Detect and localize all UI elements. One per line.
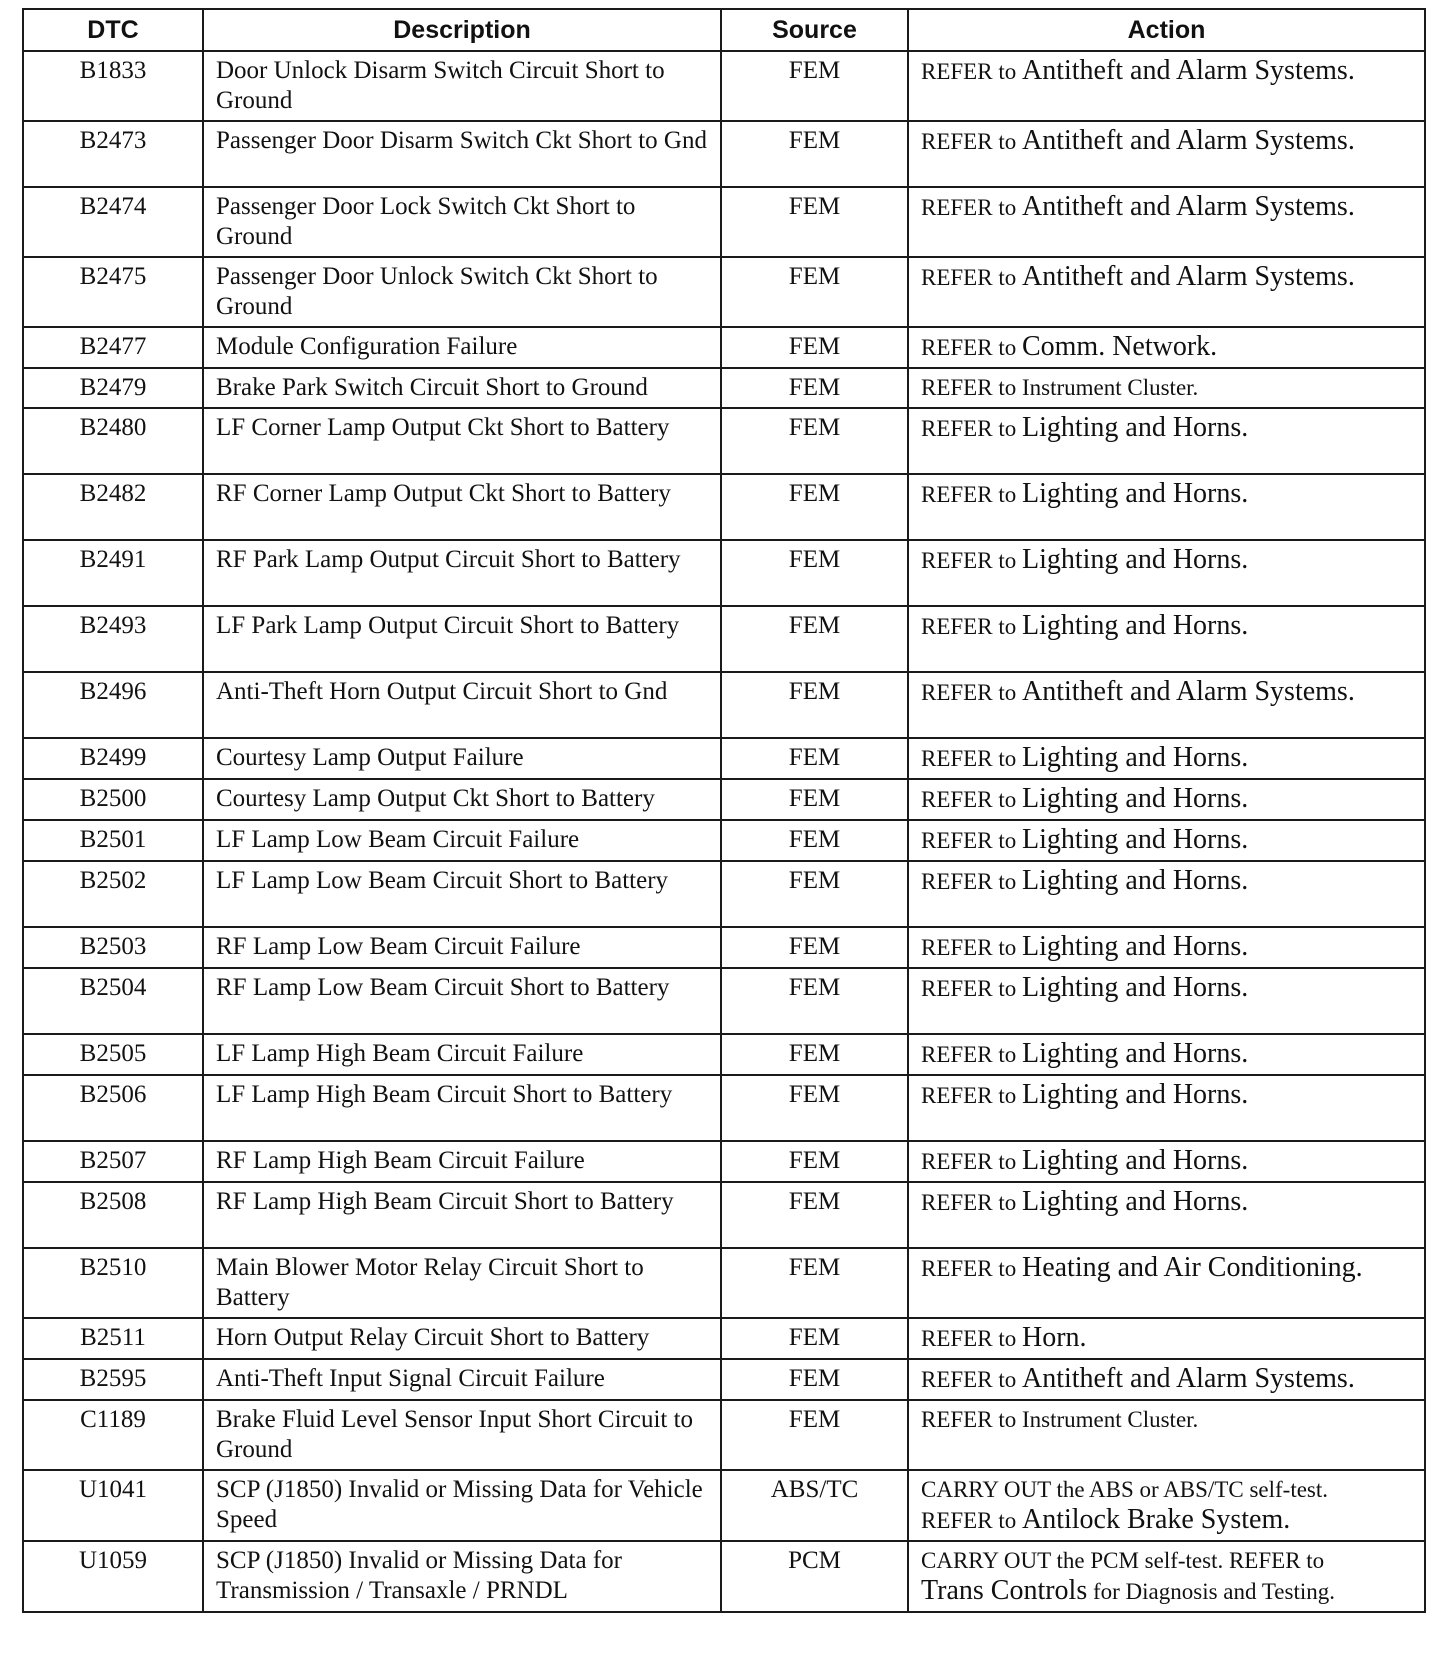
dtc-code: B1833: [23, 51, 203, 121]
dtc-code: B2511: [23, 1318, 203, 1359]
action-reference-section: Antitheft and Alarm Systems.: [1021, 55, 1355, 86]
action-reference-section: Antitheft and Alarm Systems.: [1021, 125, 1355, 156]
dtc-action: [908, 606, 1425, 672]
dtc-code: B2480: [23, 408, 203, 474]
action-reference-section: Lighting and Horns.: [1021, 1145, 1249, 1176]
dtc-code: B2510: [23, 1248, 203, 1318]
dtc-source: FEM: [721, 1141, 908, 1182]
dtc-description: Door Unlock Disarm Switch Circuit Short to Ground: [203, 51, 721, 121]
dtc-source: FEM: [721, 1034, 908, 1075]
dtc-code: B2506: [23, 1075, 203, 1141]
table-row: [23, 1248, 1425, 1318]
dtc-description: LF Lamp High Beam Circuit Failure: [203, 1034, 721, 1075]
action-reference-section: Lighting and Horns.: [1021, 824, 1249, 855]
header-row: [23, 9, 1425, 51]
dtc-description: RF Lamp Low Beam Circuit Short to Battery: [203, 968, 721, 1034]
dtc-source: FEM: [721, 927, 908, 968]
dtc-code: B2499: [23, 738, 203, 779]
action-line: [921, 1146, 1420, 1177]
action-line: [921, 332, 1420, 363]
table-row: [23, 672, 1425, 738]
dtc-description: Courtesy Lamp Output Ckt Short to Battery: [203, 779, 721, 820]
dtc-code: B2475: [23, 257, 203, 327]
dtc-source: FEM: [721, 861, 908, 927]
action-reference-section: Lighting and Horns.: [1021, 742, 1249, 773]
dtc-action: [908, 187, 1425, 257]
dtc-source: FEM: [721, 121, 908, 187]
table-row: [23, 327, 1425, 368]
dtc-action: [908, 1470, 1425, 1541]
action-reference-section: Antitheft and Alarm Systems.: [1021, 261, 1355, 292]
action-line: [921, 373, 1420, 403]
table-row: [23, 1075, 1425, 1141]
action-instruction: REFER to: [921, 614, 1022, 639]
dtc-action: [908, 257, 1425, 327]
table-row: [23, 1541, 1425, 1612]
action-reference-section: Lighting and Horns.: [1021, 865, 1249, 896]
dtc-action: [908, 1248, 1425, 1318]
action-instruction: REFER to: [921, 335, 1022, 360]
table-row: [23, 1182, 1425, 1248]
dtc-description: LF Lamp Low Beam Circuit Short to Battery: [203, 861, 721, 927]
action-reference-section: Lighting and Horns.: [1021, 1186, 1249, 1217]
action-line: [921, 973, 1420, 1004]
table-row: [23, 1318, 1425, 1359]
dtc-action: [908, 540, 1425, 606]
dtc-description: Brake Park Switch Circuit Short to Ground: [203, 368, 721, 408]
dtc-source: FEM: [721, 1318, 908, 1359]
action-line: [921, 1080, 1420, 1111]
table-row: [23, 540, 1425, 606]
dtc-code: B2505: [23, 1034, 203, 1075]
dtc-description: SCP (J1850) Invalid or Missing Data for Vehicle Speed: [203, 1470, 721, 1541]
dtc-action: [908, 1359, 1425, 1400]
action-line: [921, 866, 1420, 897]
dtc-action: [908, 779, 1425, 820]
dtc-code: B2507: [23, 1141, 203, 1182]
action-reference-section: Lighting and Horns.: [1021, 412, 1249, 443]
action-reference-section: Antitheft and Alarm Systems.: [1021, 676, 1355, 707]
action-line: [921, 192, 1420, 223]
dtc-code: B2501: [23, 820, 203, 861]
dtc-action: [908, 1541, 1425, 1612]
table-header: [23, 9, 1425, 51]
action-line: [921, 1323, 1420, 1354]
action-instruction: REFER to: [921, 787, 1022, 812]
dtc-source: FEM: [721, 968, 908, 1034]
action-instruction: REFER to: [921, 935, 1022, 960]
header-dtc: DTC: [23, 9, 203, 51]
action-instruction: REFER to: [921, 548, 1022, 573]
dtc-code: U1059: [23, 1541, 203, 1612]
dtc-description: LF Lamp High Beam Circuit Short to Battery: [203, 1075, 721, 1141]
action-reference-section: Horn.: [1021, 1322, 1087, 1353]
dtc-source: FEM: [721, 51, 908, 121]
dtc-code: B2496: [23, 672, 203, 738]
dtc-description: LF Corner Lamp Output Ckt Short to Battery: [203, 408, 721, 474]
action-reference-section: Lighting and Horns.: [1021, 972, 1249, 1003]
action-line: [921, 677, 1420, 708]
dtc-code: C1189: [23, 1400, 203, 1470]
action-instruction: REFER to: [921, 1256, 1022, 1281]
dtc-description: LF Park Lamp Output Circuit Short to Battery: [203, 606, 721, 672]
action-suffix: for Diagnosis and Testing.: [1087, 1579, 1335, 1604]
action-line: [921, 743, 1420, 774]
dtc-description: LF Lamp Low Beam Circuit Failure: [203, 820, 721, 861]
action-reference-section: Antitheft and Alarm Systems.: [1021, 191, 1355, 222]
table-row: [23, 968, 1425, 1034]
action-line: [921, 932, 1420, 963]
action-instruction: REFER to: [921, 416, 1022, 441]
action-line: [921, 1364, 1420, 1395]
table-row: [23, 1400, 1425, 1470]
dtc-action: [908, 1318, 1425, 1359]
dtc-code: B2502: [23, 861, 203, 927]
action-reference-section: Comm. Network.: [1021, 331, 1218, 362]
dtc-action: [908, 1075, 1425, 1141]
action-instruction: REFER to: [921, 1190, 1022, 1215]
dtc-action: [908, 327, 1425, 368]
dtc-source: ABS/TC: [721, 1470, 908, 1541]
dtc-source: FEM: [721, 738, 908, 779]
table-row: [23, 368, 1425, 408]
action-reference-section: Lighting and Horns.: [1021, 478, 1249, 509]
dtc-source: PCM: [721, 1541, 908, 1612]
dtc-code: B2473: [23, 121, 203, 187]
dtc-source: FEM: [721, 474, 908, 540]
dtc-description: RF Lamp High Beam Circuit Short to Battery: [203, 1182, 721, 1248]
action-reference-section: Antitheft and Alarm Systems.: [1021, 1363, 1355, 1394]
dtc-code: B2479: [23, 368, 203, 408]
action-reference-section: Antilock Brake System.: [1021, 1504, 1291, 1535]
dtc-source: FEM: [721, 368, 908, 408]
dtc-source: FEM: [721, 187, 908, 257]
action-line: [921, 479, 1420, 510]
dtc-source: FEM: [721, 779, 908, 820]
table-body: [23, 51, 1425, 1612]
dtc-code: B2500: [23, 779, 203, 820]
dtc-description: Horn Output Relay Circuit Short to Battery: [203, 1318, 721, 1359]
dtc-description: Main Blower Motor Relay Circuit Short to Battery: [203, 1248, 721, 1318]
dtc-code: B2595: [23, 1359, 203, 1400]
dtc-code: B2504: [23, 968, 203, 1034]
action-instruction: REFER to: [921, 1326, 1022, 1351]
table-row: [23, 779, 1425, 820]
action-reference-section: Heating and Air Conditioning.: [1021, 1252, 1363, 1283]
dtc-source: FEM: [721, 408, 908, 474]
dtc-source: FEM: [721, 1400, 908, 1470]
action-line: [921, 262, 1420, 293]
table-row: [23, 474, 1425, 540]
action-line: [921, 825, 1420, 856]
action-instruction: REFER to: [921, 828, 1022, 853]
dtc-description: Passenger Door Unlock Switch Ckt Short to Ground: [203, 257, 721, 327]
dtc-description: RF Lamp High Beam Circuit Failure: [203, 1141, 721, 1182]
dtc-description: Brake Fluid Level Sensor Input Short Circuit to Ground: [203, 1400, 721, 1470]
action-instruction: REFER to: [921, 59, 1022, 84]
action-reference-section: Instrument Cluster.: [1021, 375, 1199, 400]
action-line: [921, 413, 1420, 444]
dtc-action: [908, 672, 1425, 738]
dtc-table: [22, 8, 1426, 1613]
table-row: [23, 861, 1425, 927]
dtc-source: FEM: [721, 1075, 908, 1141]
table-row: [23, 1470, 1425, 1541]
dtc-code: B2474: [23, 187, 203, 257]
dtc-source: FEM: [721, 327, 908, 368]
table-row: [23, 738, 1425, 779]
table-row: [23, 1359, 1425, 1400]
action-instruction: REFER to: [921, 375, 1022, 400]
action-line: [921, 1475, 1420, 1505]
action-instruction: REFER to: [921, 1367, 1022, 1392]
action-line: [921, 545, 1420, 576]
action-instruction: REFER to: [921, 1149, 1022, 1174]
dtc-source: FEM: [721, 1359, 908, 1400]
dtc-description: SCP (J1850) Invalid or Missing Data for Transmission / Transaxle / PRNDL: [203, 1541, 721, 1612]
dtc-code: B2477: [23, 327, 203, 368]
action-reference-section: Lighting and Horns.: [1021, 1038, 1249, 1069]
action-instruction: REFER to: [921, 1042, 1022, 1067]
dtc-description: Anti-Theft Input Signal Circuit Failure: [203, 1359, 721, 1400]
dtc-description: RF Park Lamp Output Circuit Short to Battery: [203, 540, 721, 606]
action-instruction: REFER to: [921, 129, 1022, 154]
dtc-description: RF Lamp Low Beam Circuit Failure: [203, 927, 721, 968]
action-instruction: CARRY OUT the PCM self-test. REFER to: [921, 1548, 1325, 1573]
dtc-source: FEM: [721, 672, 908, 738]
table-row: [23, 1034, 1425, 1075]
action-line: [921, 1039, 1420, 1070]
action-instruction: REFER to: [921, 1508, 1022, 1533]
dtc-action: [908, 861, 1425, 927]
action-reference-section: Trans Controls: [921, 1575, 1088, 1606]
dtc-source: FEM: [721, 540, 908, 606]
table-row: [23, 257, 1425, 327]
action-instruction: REFER to: [921, 195, 1022, 220]
dtc-action: [908, 1141, 1425, 1182]
dtc-source: FEM: [721, 820, 908, 861]
dtc-description: Courtesy Lamp Output Failure: [203, 738, 721, 779]
dtc-description: Module Configuration Failure: [203, 327, 721, 368]
dtc-action: [908, 927, 1425, 968]
dtc-source: FEM: [721, 1182, 908, 1248]
action-line: [921, 1576, 1420, 1607]
action-instruction: REFER to: [921, 746, 1022, 771]
table-row: [23, 1141, 1425, 1182]
dtc-source: FEM: [721, 1248, 908, 1318]
dtc-action: [908, 968, 1425, 1034]
dtc-code: B2493: [23, 606, 203, 672]
dtc-action: [908, 820, 1425, 861]
action-line: [921, 56, 1420, 87]
action-reference-section: Lighting and Horns.: [1021, 783, 1249, 814]
action-instruction: REFER to: [921, 1407, 1022, 1432]
dtc-code: B2503: [23, 927, 203, 968]
table-row: [23, 121, 1425, 187]
action-reference-section: Instrument Cluster.: [1021, 1407, 1199, 1432]
action-line: [921, 611, 1420, 642]
dtc-code: U1041: [23, 1470, 203, 1541]
action-instruction: REFER to: [921, 265, 1022, 290]
dtc-description: Passenger Door Disarm Switch Ckt Short to Gnd: [203, 121, 721, 187]
dtc-action: [908, 1182, 1425, 1248]
action-line: [921, 1405, 1420, 1435]
action-reference-section: Lighting and Horns.: [1021, 931, 1249, 962]
action-reference-section: Lighting and Horns.: [1021, 1079, 1249, 1110]
dtc-description: Anti-Theft Horn Output Circuit Short to Gnd: [203, 672, 721, 738]
action-reference-section: Lighting and Horns.: [1021, 544, 1249, 575]
header-description: Description: [203, 9, 721, 51]
action-instruction: REFER to: [921, 680, 1022, 705]
action-line: [921, 1253, 1420, 1284]
dtc-description: Passenger Door Lock Switch Ckt Short to Ground: [203, 187, 721, 257]
action-line: [921, 1546, 1420, 1576]
table-row: [23, 408, 1425, 474]
table-row: [23, 820, 1425, 861]
dtc-action: [908, 408, 1425, 474]
dtc-action: [908, 1400, 1425, 1470]
action-line: [921, 1187, 1420, 1218]
dtc-source: FEM: [721, 257, 908, 327]
table-row: [23, 51, 1425, 121]
action-instruction: REFER to: [921, 1083, 1022, 1108]
dtc-action: [908, 1034, 1425, 1075]
dtc-description: RF Corner Lamp Output Ckt Short to Battery: [203, 474, 721, 540]
action-line: [921, 126, 1420, 157]
action-reference-section: Lighting and Horns.: [1021, 610, 1249, 641]
action-instruction: REFER to: [921, 869, 1022, 894]
action-line: [921, 784, 1420, 815]
dtc-code: B2508: [23, 1182, 203, 1248]
dtc-action: [908, 121, 1425, 187]
table-row: [23, 187, 1425, 257]
action-line: [921, 1505, 1420, 1536]
dtc-code: B2482: [23, 474, 203, 540]
header-action: Action: [908, 9, 1425, 51]
dtc-action: [908, 51, 1425, 121]
action-instruction: REFER to: [921, 976, 1022, 1001]
dtc-code: B2491: [23, 540, 203, 606]
table-row: [23, 606, 1425, 672]
table-row: [23, 927, 1425, 968]
action-instruction: REFER to: [921, 482, 1022, 507]
dtc-action: [908, 368, 1425, 408]
dtc-source: FEM: [721, 606, 908, 672]
dtc-action: [908, 738, 1425, 779]
dtc-action: [908, 474, 1425, 540]
action-instruction: CARRY OUT the ABS or ABS/TC self-test.: [921, 1477, 1329, 1502]
header-source: Source: [721, 9, 908, 51]
